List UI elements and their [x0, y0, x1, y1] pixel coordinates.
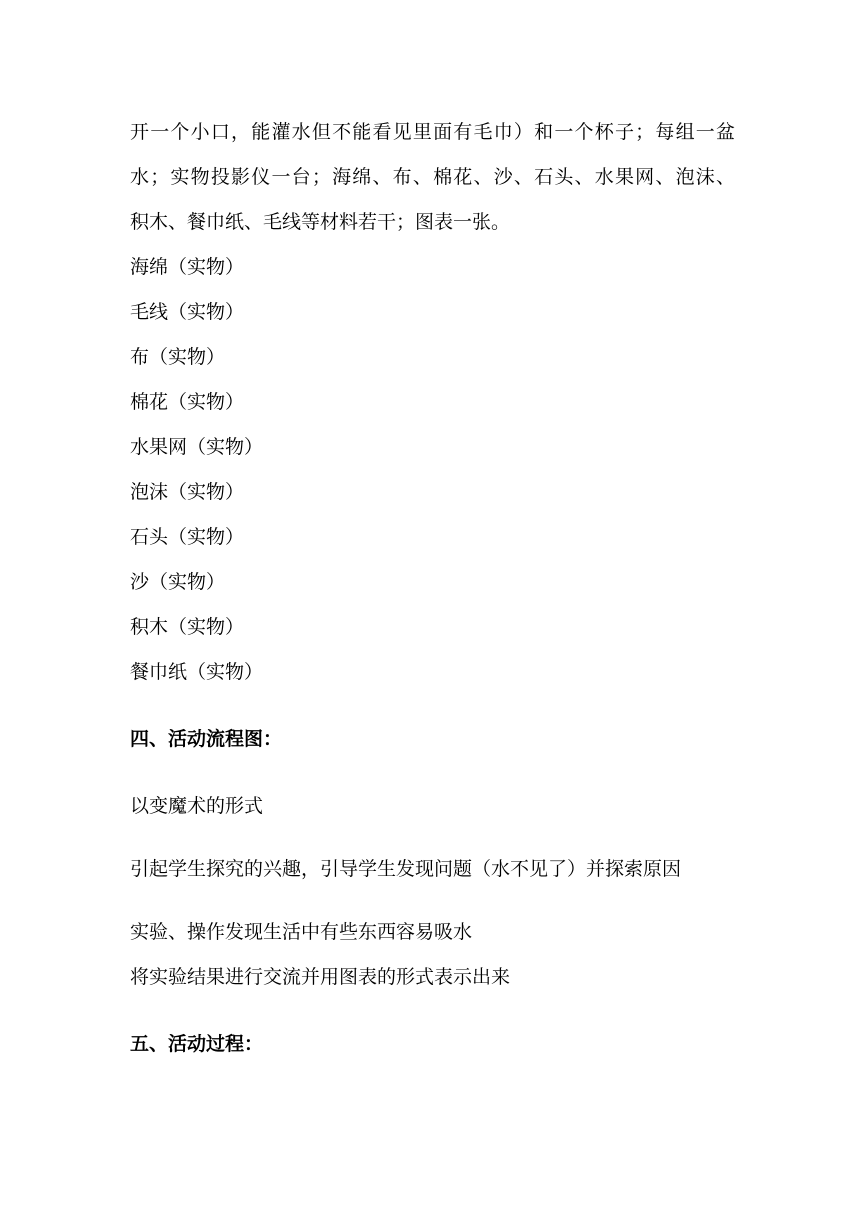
material-item: 海绵（实物）	[130, 256, 245, 278]
flow-step-3: 实验、操作发现生活中有些东西容易吸水	[130, 921, 473, 943]
intro-paragraph	[130, 110, 735, 245]
material-item: 泡沫（实物）	[130, 481, 245, 503]
flow-step-4: 将实验结果进行交流并用图表的形式表示出来	[130, 966, 511, 988]
material-item: 毛线（实物）	[130, 301, 245, 323]
material-item: 水果网（实物）	[130, 436, 264, 458]
section-4-heading: 四、活动流程图：	[130, 728, 283, 750]
material-item: 积木（实物）	[130, 616, 245, 638]
material-item: 棉花（实物）	[130, 391, 245, 413]
document-page	[130, 110, 735, 1067]
flow-step-1: 以变魔术的形式	[130, 795, 264, 817]
intro-line-1: 开一个小口，能灌水但不能看见里面有毛巾）和一个杯子；每组一盆	[130, 121, 735, 143]
flowchart-steps	[130, 784, 735, 1000]
intro-line-2: 水；实物投影仪一台；海绵、布、棉花、沙、石头、水果网、泡沫、	[130, 166, 735, 188]
section-5-heading: 五、活动过程：	[130, 1033, 264, 1055]
material-item: 石头（实物）	[130, 526, 245, 548]
material-item: 布（实物）	[130, 346, 226, 368]
material-item: 沙（实物）	[130, 571, 226, 593]
materials-list	[130, 245, 735, 695]
intro-line-3: 积木、餐巾纸、毛线等材料若干；图表一张。	[130, 211, 511, 233]
flow-step-2: 引起学生探究的兴趣，引导学生发现问题（水不见了）并探索原因	[130, 858, 682, 880]
material-item: 餐巾纸（实物）	[130, 661, 264, 683]
